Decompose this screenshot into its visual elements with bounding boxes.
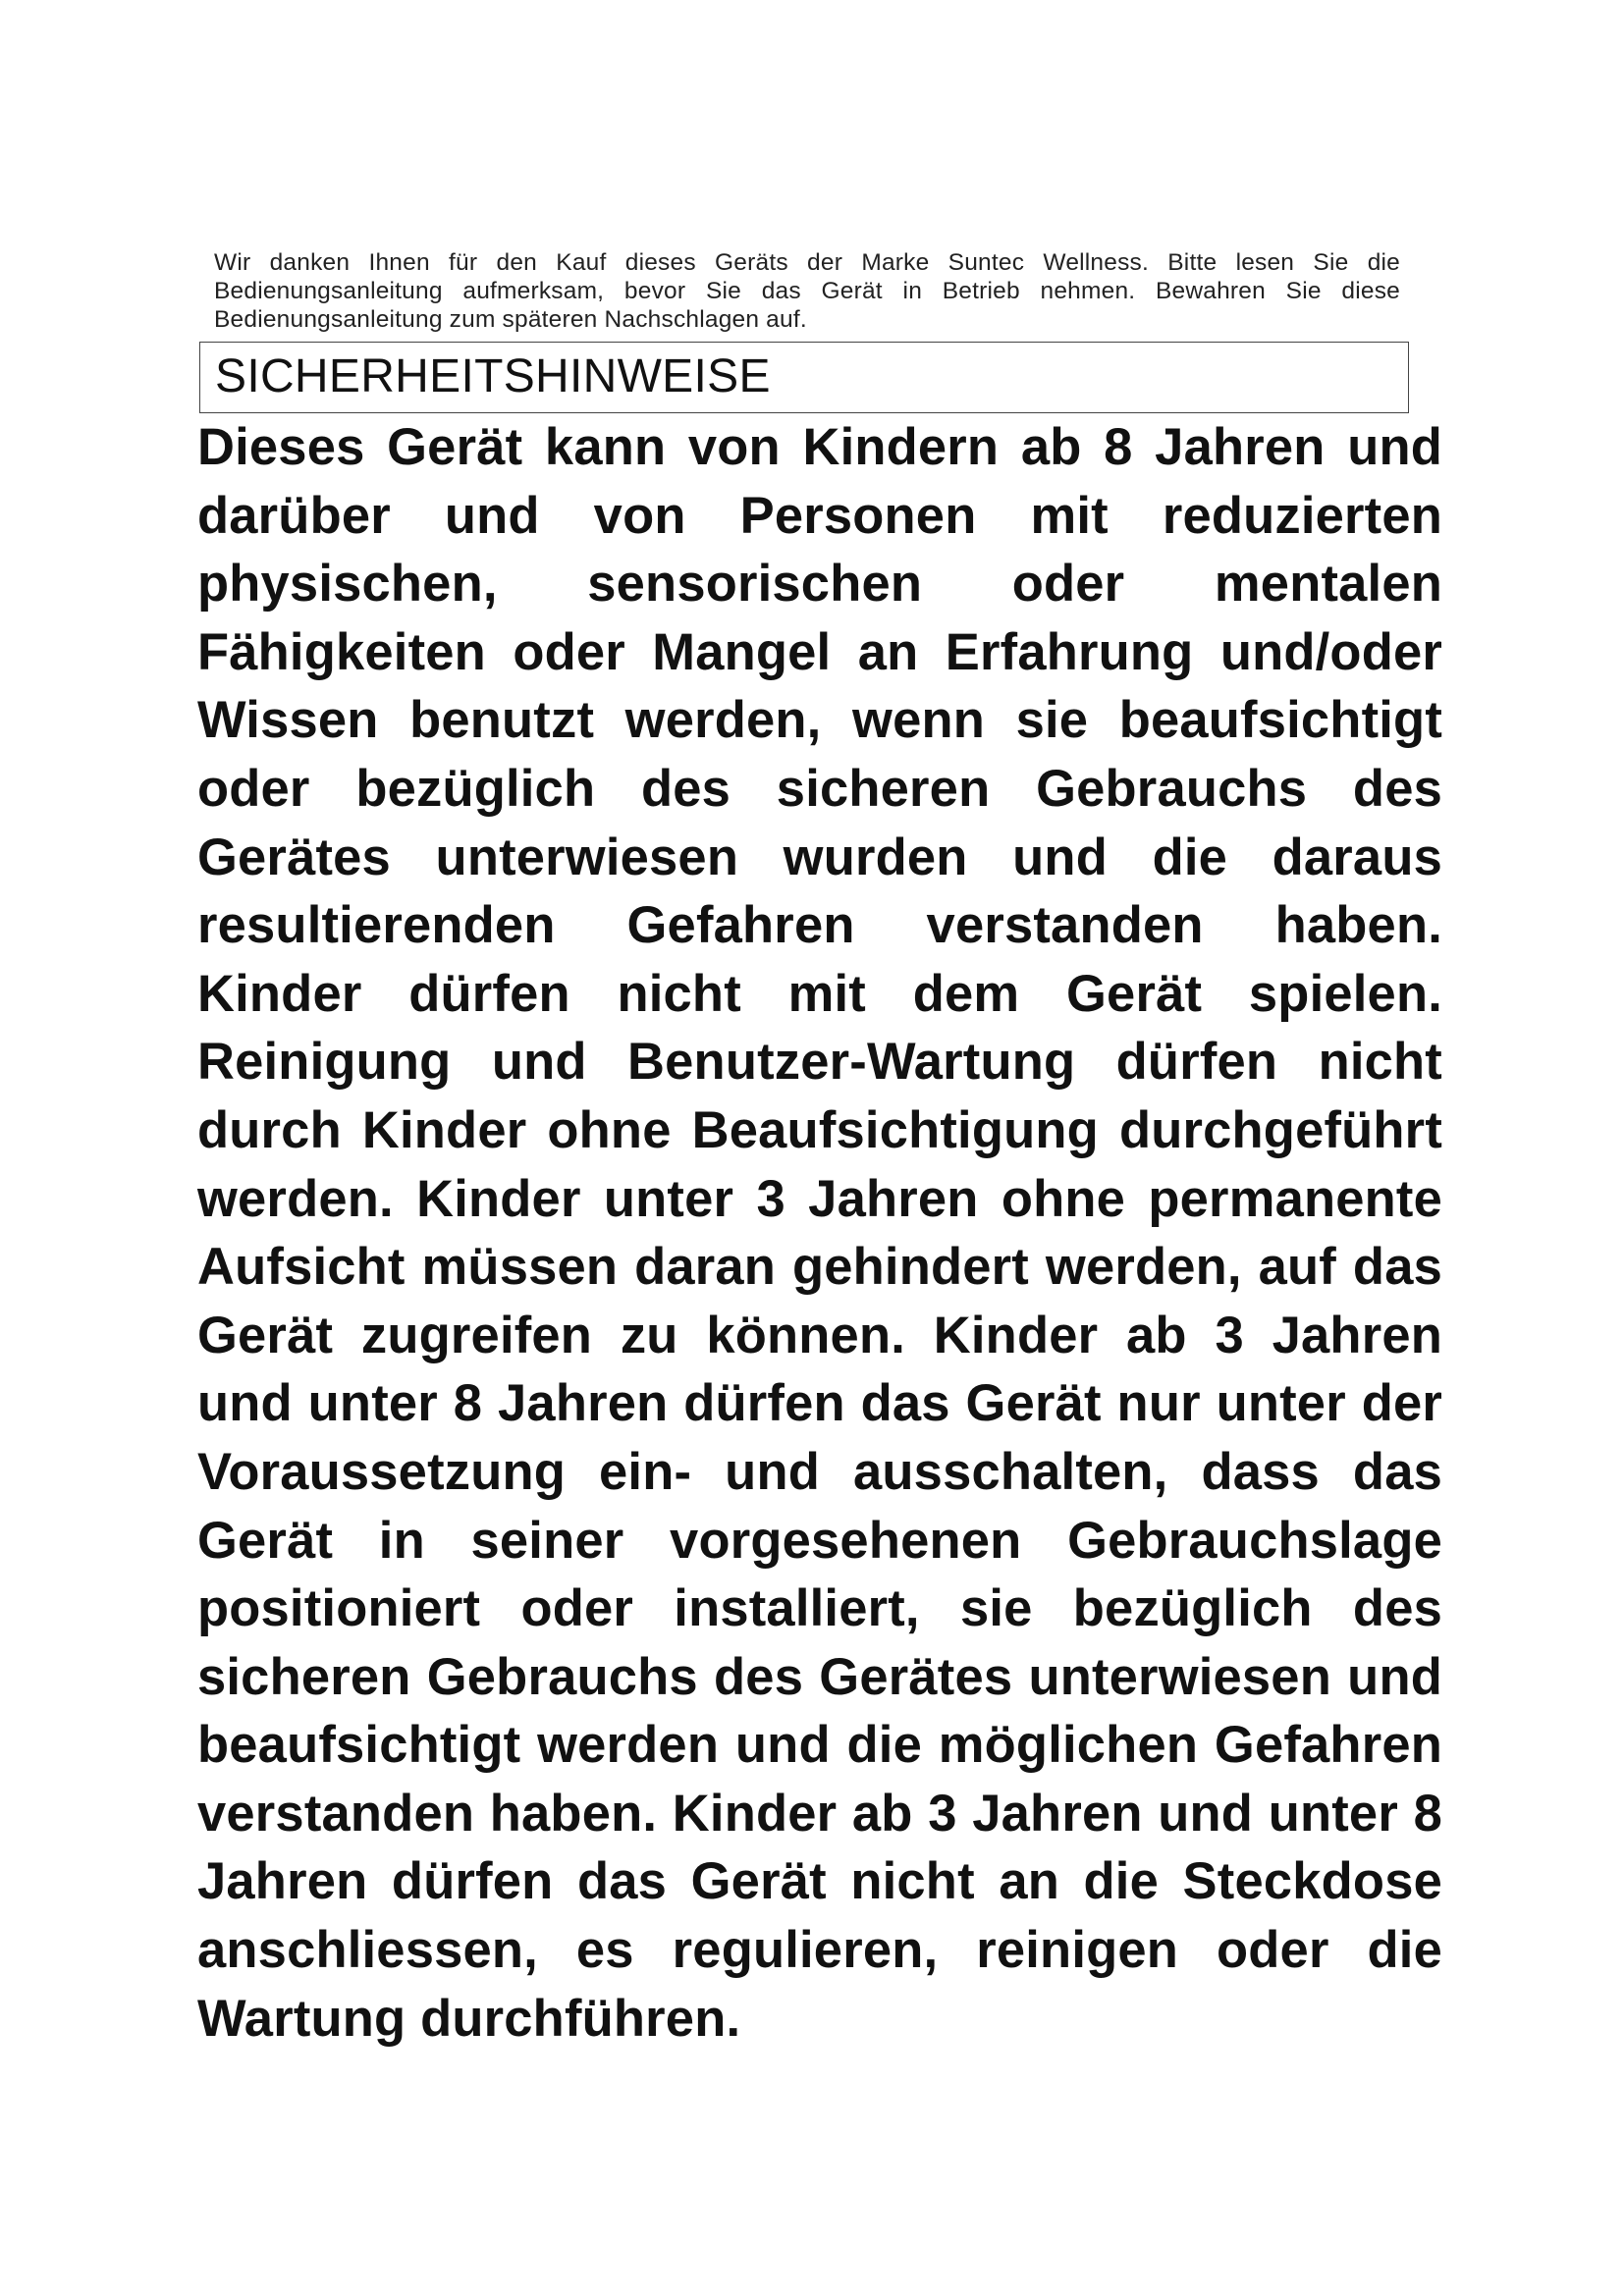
section-heading-box: [199, 342, 1409, 413]
section-heading: SICHERHEITSHINWEISE: [215, 350, 771, 402]
intro-paragraph: Wir danken Ihnen für den Kauf dieses Geräts der Marke Suntec Wellness. Bitte lesen Sie die Bedienungsanleitung aufmerksam, bevor Sie das Gerät in Betrieb nehmen. Bewahren Sie diese Bedienungsanleitung zum späteren Nachschlagen auf.: [214, 249, 1400, 333]
safety-instructions-paragraph: Dieses Gerät kann von Kindern ab 8 Jahren und darüber und von Personen mit reduzierten physischen, sensorischen oder mentalen Fähigkeiten oder Mangel an Erfahrung und/oder Wissen benutzt werden, wenn sie beaufsichtigt oder bezüglich des sicheren Gebrauchs des Gerätes unterwiesen wurden und die daraus resultierenden Gefahren verstanden haben. Kinder dürfen nicht mit dem Gerät spielen. Reinigung und Benutzer-Wartung dürfen nicht durch Kinder ohne Beaufsichtigung durchgeführt werden. Kinder unter 3 Jahren ohne permanente Aufsicht müssen daran gehindert werden, auf das Gerät zugreifen zu können. Kinder ab 3 Jahren und unter 8 Jahren dürfen das Gerät nur unter der Voraussetzung ein- und ausschalten, dass das Gerät in seiner vorgesehenen Gebrauchslage positioniert oder installiert, sie bezüglich des sicheren Gebrauchs des Gerätes unterwiesen und beaufsichtigt werden und die möglichen Gefahren verstanden haben. Kinder ab 3 Jahren und unter 8 Jahren dürfen das Gerät nicht an die Steckdose anschliessen, es regulieren, reinigen oder die Wartung durchführen.: [197, 418, 1442, 2048]
